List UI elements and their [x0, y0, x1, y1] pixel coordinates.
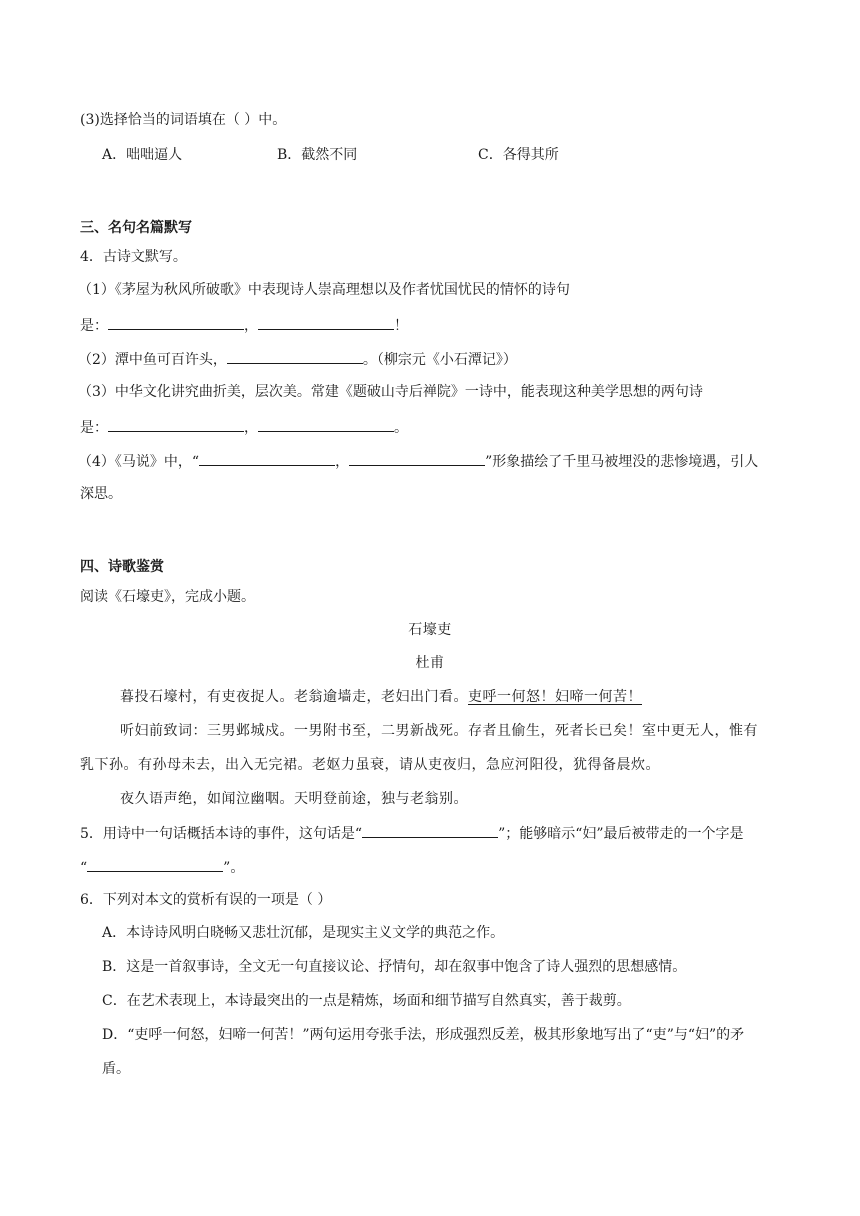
poem-author: 杜甫 [415, 655, 445, 671]
q5-open-quote: “ [80, 860, 88, 876]
poem-paragraph-3: 夜久语声绝，如闻泣幽咽。天明登前途，独与老翁别。 [120, 791, 468, 807]
answer-blank[interactable] [362, 822, 498, 838]
q4-item2 [78, 348, 517, 370]
poem-title: 石壕吏 [408, 622, 452, 638]
poem-p1-underlined: 吏呼一何怒！妇啼一何苦！ [468, 689, 642, 705]
q4-item4-prefix: （4）《马说》中，“ [78, 454, 200, 470]
q4-item4-sep: ， [335, 454, 350, 470]
q4-item2-prefix: （2）潭中鱼可百许头， [78, 352, 227, 368]
q4-item3-line1: （3）中华文化讲究曲折美，层次美。常建《题破山寺后禅院》一诗中，能表现这种美学思想的两句诗 [78, 384, 703, 400]
q3-option-c: C．各得其所 [478, 147, 559, 163]
q4-stem: 4．古诗文默写。 [80, 249, 187, 265]
q4-item4-line1 [78, 450, 758, 472]
poem-p1-plain: 暮投石壕村，有吏夜捉人。老翁逾墙走，老妇出门看。 [120, 689, 468, 705]
q3-stem: (3)选择恰当的词语填在（ ）中。 [80, 112, 287, 128]
q4-item1-end: ！ [394, 318, 408, 334]
answer-blank[interactable] [108, 416, 244, 432]
q4-item2-end: 。（柳宗元《小石潭记》） [362, 352, 517, 368]
q4-item3-prefix: 是： [80, 420, 108, 436]
q4-item3-line2 [80, 416, 408, 438]
q5-line1 [80, 822, 744, 844]
poem-paragraph-2-line1: 听妇前致词：三男邺城戍。一男附书至，二男新战死。存者且偷生，死者长已矣！室中更无人，惟有 [120, 723, 758, 739]
section4-intro: 阅读《石壕吏》，完成小题。 [80, 589, 255, 605]
answer-blank[interactable] [349, 450, 485, 466]
answer-blank[interactable] [258, 416, 394, 432]
q4-item1-sep: ， [244, 318, 258, 334]
q4-item1-line2 [80, 314, 408, 336]
q4-item1-line1: （1）《茅屋为秋风所破歌》中表现诗人崇高理想以及作者忧国忧民的情怀的诗句 [78, 282, 570, 298]
answer-blank[interactable] [258, 314, 394, 330]
q5-close-quote: ”。 [223, 860, 245, 876]
q3-option-a: A．咄咄逼人 [102, 147, 183, 163]
answer-blank[interactable] [199, 450, 335, 466]
q4-item3-sep: ， [244, 420, 258, 436]
answer-blank[interactable] [108, 314, 244, 330]
section3-title: 三、名句名篇默写 [80, 220, 192, 236]
q6-option-a: A．本诗诗风明白晓畅又悲壮沉郁，是现实主义文学的典范之作。 [102, 925, 505, 941]
poem-paragraph-1 [120, 687, 642, 707]
q6-option-c: C．在艺术表现上，本诗最突出的一点是精炼，场面和细节描写自然真实，善于裁剪。 [102, 993, 631, 1009]
answer-blank[interactable] [227, 348, 363, 364]
q3-option-b: B．截然不同 [277, 147, 358, 163]
q6-option-d-line2: 盾。 [102, 1061, 130, 1077]
q4-item4-end: ”形象描绘了千里马被埋没的悲惨境遇，引人 [485, 454, 759, 470]
section4-title: 四、诗歌鉴赏 [80, 559, 164, 575]
q5-part2: ”；能够暗示“妇”最后被带走的一个字是 [498, 826, 744, 842]
q5-line2 [80, 856, 244, 878]
q4-item1-prefix: 是： [80, 318, 108, 334]
q6-option-d-line1: D．“吏呼一何怒，妇啼一何苦！”两句运用夸张手法，形成强烈反差，极其形象地写出了“吏”与“妇”的矛 [102, 1027, 745, 1043]
answer-blank[interactable] [87, 856, 223, 872]
q6-option-b: B．这是一首叙事诗，全文无一句直接议论、抒情句，却在叙事中饱含了诗人强烈的思想感情。 [102, 959, 687, 975]
poem-paragraph-2-line2: 乳下孙。有孙母未去，出入无完裙。老妪力虽衰，请从吏夜归，急应河阳役，犹得备晨炊。 [80, 757, 660, 773]
q4-item3-end: 。 [394, 420, 408, 436]
q6-stem: 6．下列对本文的赏析有误的一项是（ ） [80, 892, 332, 908]
q4-item4-line2: 深思。 [80, 486, 122, 502]
q5-part1: 5．用诗中一句话概括本诗的事件，这句话是“ [80, 826, 363, 842]
